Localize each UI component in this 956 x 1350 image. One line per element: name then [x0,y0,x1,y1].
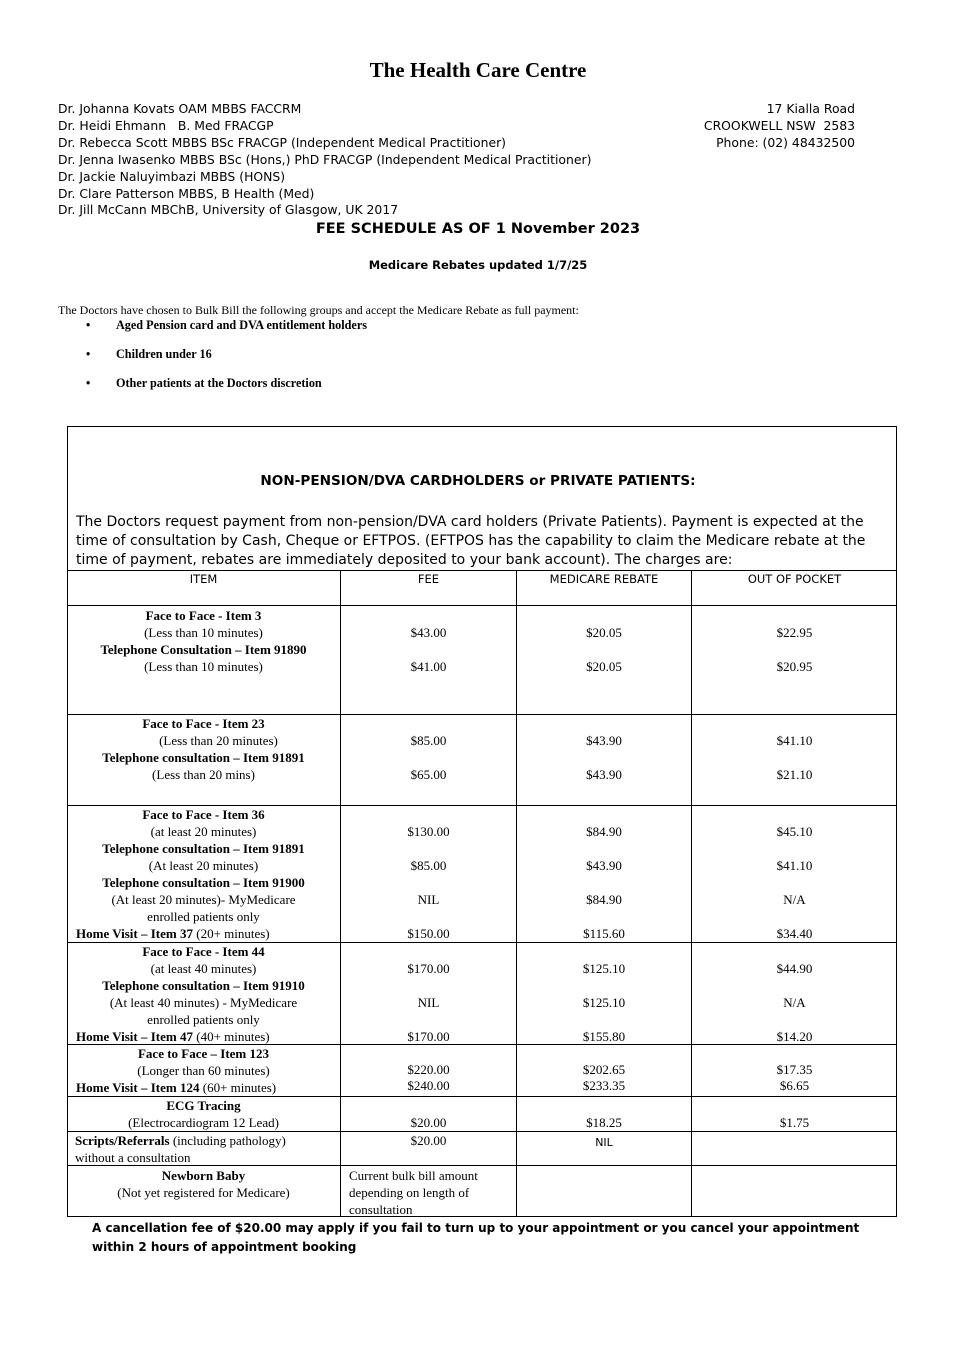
rebate-value: $233.35 [582,1078,626,1093]
item-duration: (At least 20 minutes)- MyMedicare [111,892,296,907]
out-of-pocket-value: $45.10 [776,824,813,839]
column-header-item: ITEM [189,572,218,586]
rebates-updated: Medicare Rebates updated 1/7/25 [368,258,588,272]
table-row-newborn [67,1167,340,1201]
item-note: enrolled patients only [147,1012,260,1027]
item-title: Telephone consultation – Item 91910 [102,978,305,993]
item-description: (Electrocardiogram 12 Lead) [128,1115,279,1130]
rebate-cell [517,1062,691,1094]
fee-value: $65.00 [410,767,447,782]
doctor-name: Dr. Heidi Ehmann B. Med FRACGP [58,117,274,133]
item-title: Telephone consultation – Item 91900 [102,875,305,890]
out-of-pocket-value: $14.20 [776,1029,813,1044]
doctor-name: Dr. Clare Patterson MBBS, B Health (Med) [58,185,315,201]
out-of-pocket-cell: $1.75 [779,1115,810,1130]
fee-cell [341,1062,516,1094]
bullet-icon: • [86,318,91,332]
address-phone: Phone: (02) 48432500 [716,134,855,150]
rebate-value: $84.90 [586,892,622,907]
item-title: Telephone consultation – Item 91891 [102,750,305,765]
rebate-value: $155.80 [582,1029,626,1044]
fee-value: NIL [417,892,440,907]
item-note: enrolled patients only [147,909,260,924]
item-duration: (Longer than 60 minutes) [137,1063,270,1078]
item-description: without a consultation [75,1150,191,1165]
schedule-title: FEE SCHEDULE AS OF 1 November 2023 [315,221,641,237]
item-duration: (40+ minutes) [192,1029,270,1044]
out-of-pocket-value: $44.90 [776,961,813,976]
list-item-text: Other patients at the Doctors discretion [116,376,322,390]
table-row-scripts [75,1132,340,1166]
fee-value: $85.00 [410,733,447,748]
rebate-value: $125.10 [582,995,626,1010]
list-item-text: Children under 16 [116,347,212,361]
fee-cell [349,1167,514,1218]
doctor-name: Dr. Jenna Iwasenko MBBS BSc (Hons,) PhD FRACGP (Independent Medical Practitioner) [58,151,592,167]
item-title: Telephone consultation – Item 91891 [102,841,305,856]
fee-cell [341,732,516,783]
fee-text: consultation [349,1202,413,1217]
bulk-bill-list [86,318,367,405]
page-title: The Health Care Centre [369,58,587,82]
table-divider [67,605,897,606]
cancellation-note: A cancellation fee of $20.00 may apply if you fail to turn up to your appointment or you cancel your appointment within 2 hours of appointment booking [92,1221,860,1254]
rebate-value: $43.90 [586,858,622,873]
list-item [86,318,367,347]
doctor-name: Dr. Jill McCann MBChB, University of Glasgow, UK 2017 [58,202,399,218]
doctor-name: Dr. Jackie Naluyimbazi MBBS (HONS) [58,168,286,184]
rebate-value: $202.65 [582,1062,626,1077]
fee-cell [341,823,516,942]
item-duration: (60+ minutes) [199,1080,277,1095]
address-street: 17 Kialla Road [766,101,855,116]
item-description: (Not yet registered for Medicare) [117,1185,290,1200]
fee-text: depending on length of [349,1185,470,1200]
fee-value: $170.00 [407,961,450,976]
out-of-pocket-cell [692,624,897,675]
rebate-value: $84.90 [586,824,622,839]
out-of-pocket-value: $21.10 [776,767,813,782]
fee-cell: $20.00 [410,1133,447,1148]
rebate-value: $115.60 [583,926,625,941]
fee-value: $41.00 [410,659,447,674]
list-item [86,347,367,376]
doctor-name: Dr. Johanna Kovats OAM MBBS FACCRM [58,101,302,116]
fee-value: $43.00 [410,625,447,640]
out-of-pocket-value: $17.35 [776,1062,813,1077]
item-duration: (Less than 20 mins) [152,767,255,782]
item-title: Home Visit – Item 37 [76,926,193,941]
table-row-item-23 [67,715,340,783]
item-duration: (Less than 10 minutes) [144,625,263,640]
bulk-bill-intro: The Doctors have chosen to Bulk Bill the following groups and accept the Medicare Rebate as full payment: [58,303,579,317]
private-patients-heading: NON-PENSION/DVA CARDHOLDERS or PRIVATE PATIENTS: [260,473,696,489]
item-title: Home Visit – Item 47 [76,1029,193,1044]
bullet-icon: • [86,347,91,361]
bullet-icon: • [86,376,91,390]
out-of-pocket-value: $41.10 [776,858,813,873]
item-title: Newborn Baby [161,1168,246,1183]
item-duration: (Less than 10 minutes) [144,659,263,674]
item-title: Face to Face - Item 3 [145,608,262,623]
item-description: (including pathology) [169,1133,286,1148]
rebate-value: $20.05 [586,625,622,640]
out-of-pocket-cell [692,823,897,942]
item-duration: (20+ minutes) [192,926,270,941]
item-duration: (at least 20 minutes) [150,824,257,839]
fee-cell [341,960,516,1045]
item-title: Scripts/Referrals [75,1133,170,1148]
doctor-name: Dr. Rebecca Scott MBBS BSc FRACGP (Independent Medical Practitioner) [58,134,506,150]
fee-value: $220.00 [407,1062,450,1077]
rebate-cell [517,732,691,783]
rebate-cell [517,960,691,1045]
clinic-address [704,101,855,152]
rebate-value: $20.05 [586,659,622,674]
table-row-item-44 [67,943,340,1045]
item-duration: (At least 40 minutes) - MyMedicare [109,995,298,1010]
column-header-fee: FEE [417,572,440,586]
out-of-pocket-cell [692,960,897,1045]
fee-value: $85.00 [410,858,447,873]
table-divider [67,570,897,571]
table-row-item-36 [67,806,340,942]
item-title: ECG Tracing [166,1098,241,1113]
private-patients-text: The Doctors request payment from non-pension/DVA card holders (Private Patients). Payment is expected at the time of consultation by Cash, Cheque or EFTPOS. (EFTPOS has the capability to claim the Medicare rebate at the time of payment, rebates are immediately deposited to your bank account). The charges are: [76,514,866,568]
item-duration: (Less than 20 minutes) [159,733,278,748]
doctor-list [58,101,591,219]
rebate-cell [517,823,691,942]
out-of-pocket-value: $20.95 [776,659,813,674]
fee-value: $130.00 [407,824,450,839]
rebate-cell [517,624,691,675]
rebate-value: $43.90 [586,767,622,782]
list-item [86,376,367,405]
item-title: Face to Face - Item 36 [142,807,265,822]
fee-value: $170.00 [407,1029,450,1044]
rebate-value: $125.10 [582,961,626,976]
address-town: CROOKWELL NSW 2583 [703,117,855,133]
item-duration: (At least 20 minutes) [148,858,259,873]
item-title: Face to Face - Item 44 [142,944,265,959]
item-title: Telephone Consultation – Item 91890 [100,642,307,657]
item-title: Face to Face – Item 123 [137,1046,270,1061]
column-header-rebate: MEDICARE REBATE [549,572,659,586]
list-item-text: Aged Pension card and DVA entitlement holders [116,318,367,332]
fee-text: Current bulk bill amount [349,1168,478,1183]
out-of-pocket-value: N/A [783,995,806,1010]
rebate-cell: NIL [595,1136,613,1149]
fee-cell [341,624,516,675]
table-row-item-123 [67,1045,340,1096]
item-title: Face to Face - Item 23 [142,716,265,731]
out-of-pocket-cell [692,732,897,783]
out-of-pocket-value: $22.95 [776,625,813,640]
out-of-pocket-value: $34.40 [776,926,813,941]
fee-value: $150.00 [407,926,450,941]
rebate-value: $43.90 [586,733,622,748]
out-of-pocket-cell [692,1062,897,1094]
table-row-ecg [67,1097,340,1131]
out-of-pocket-value: $6.65 [779,1078,810,1093]
column-header-out-of-pocket: OUT OF POCKET [747,572,842,586]
rebate-cell: $18.25 [586,1115,622,1130]
fee-value: $240.00 [407,1078,450,1093]
item-duration: (at least 40 minutes) [150,961,257,976]
out-of-pocket-value: N/A [783,892,806,907]
fee-cell: $20.00 [410,1115,447,1130]
item-title: Home Visit – Item 124 [76,1080,200,1095]
out-of-pocket-value: $41.10 [776,733,813,748]
fee-value: NIL [417,995,440,1010]
table-row-item-3 [67,607,340,675]
